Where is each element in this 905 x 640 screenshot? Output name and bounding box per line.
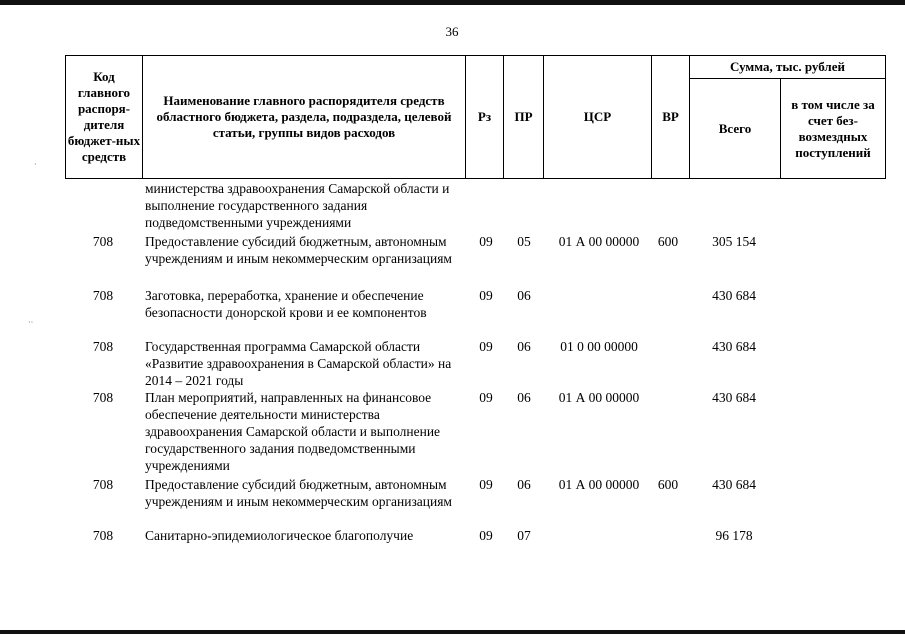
row-code: 708 — [92, 288, 114, 303]
row-vr: 600 — [657, 477, 679, 492]
header-total: Всего — [718, 120, 752, 136]
margin-mark: ·· — [28, 318, 34, 327]
row-code: 708 — [92, 234, 114, 249]
row-total: 430 684 — [712, 477, 756, 492]
row-name: Заготовка, переработка, хранение и обеспечение безопасности донорской крови и ее компонентов — [145, 288, 427, 320]
row-name: министерства здравоохранения Самарской области и выполнение государственного задания подведомственными учреждениями — [145, 181, 450, 230]
header-pr: ПР — [514, 109, 533, 124]
row-pr: 07 — [517, 528, 531, 543]
row-rz: 09 — [479, 234, 493, 249]
row-pr: 06 — [517, 390, 531, 405]
row-total: 430 684 — [712, 390, 756, 405]
row-rz: 09 — [479, 288, 493, 303]
row-code: 708 — [92, 528, 114, 543]
row-rz: 09 — [479, 477, 493, 492]
row-name: Предоставление субсидий бюджетным, автономным учреждениям и иным некоммерческим организациям — [145, 234, 452, 266]
page-number: 36 — [445, 24, 459, 39]
row-code: 708 — [92, 339, 114, 354]
header-sum: Сумма, тыс. рублей — [730, 59, 845, 74]
header-csr: ЦСР — [583, 109, 612, 124]
table-header — [65, 55, 886, 179]
row-csr: 01 А 00 00000 — [558, 477, 640, 492]
header-code: Код главного распоря-дителя бюджет-ных средств — [67, 69, 141, 164]
row-code: 708 — [92, 477, 114, 492]
row-pr: 05 — [517, 234, 531, 249]
row-total: 96 178 — [715, 528, 753, 543]
header-name: Наименование главного распорядителя средств областного бюджета, раздела, подраздела, целевой статьи, группы видов расходов — [156, 93, 452, 140]
row-rz: 09 — [479, 339, 493, 354]
row-rz: 09 — [479, 528, 493, 543]
row-csr: 01 А 00 00000 — [558, 390, 640, 405]
row-pr: 06 — [517, 477, 531, 492]
row-name: Санитарно-эпидемиологическое благополучие — [145, 528, 414, 543]
row-total: 305 154 — [712, 234, 756, 249]
row-name: Предоставление субсидий бюджетным, автономным учреждениям и иным некоммерческим организациям — [145, 477, 452, 509]
header-vr: ВР — [662, 109, 679, 124]
header-incl: в том числе за счет без-возмездных поступлений — [791, 96, 875, 160]
margin-mark: · — [34, 160, 37, 169]
row-pr: 06 — [517, 339, 531, 354]
row-total: 430 684 — [712, 288, 756, 303]
row-csr: 01 А 00 00000 — [558, 234, 640, 249]
row-rz: 09 — [479, 390, 493, 405]
row-csr: 01 0 00 00000 — [560, 339, 638, 354]
row-pr: 06 — [517, 288, 531, 303]
header-rz: Рз — [477, 109, 492, 124]
top-scan-border — [0, 0, 905, 5]
bottom-scan-border — [0, 630, 905, 634]
row-name: Государственная программа Самарской области «Развитие здравоохранения в Самарской области» на 2014 – 2021 годы — [145, 339, 452, 388]
row-name: План мероприятий, направленных на финансовое обеспечение деятельности министерства здравоохранения Самарской области и выполнение государственного задания подведомственными учреждениями — [145, 390, 441, 473]
row-vr: 600 — [657, 234, 679, 249]
row-total: 430 684 — [712, 339, 756, 354]
row-code: 708 — [92, 390, 114, 405]
